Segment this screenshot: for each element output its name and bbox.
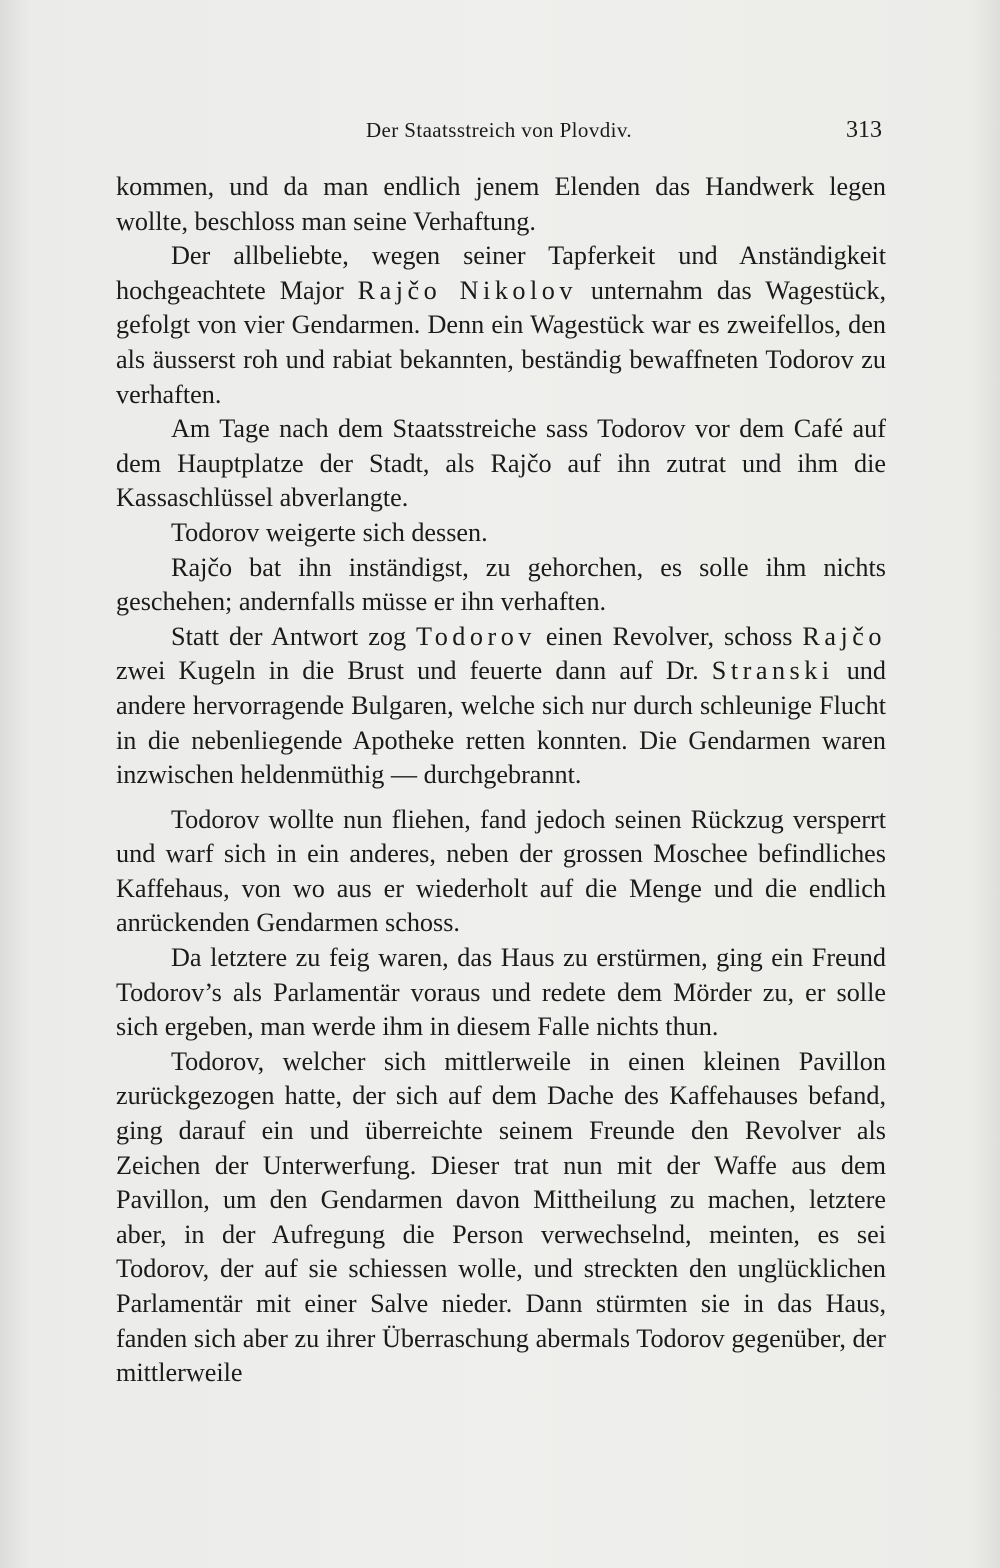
page-number: 313 (846, 117, 882, 143)
body-text (116, 170, 886, 1391)
paragraph-1: kommen, und da man endlich jenem Elenden das Handwerk legen wollte, beschloss man seine Verhaftung. (116, 172, 886, 236)
paragraph-6-text-mid-2: zwei Kugeln in die Brust und feuerte dann auf Dr. (116, 656, 712, 686)
paragraph-2 (116, 239, 886, 412)
paragraph-2-text-start: Der allbeliebte, wegen seiner Tapferkeit und Anständigkeit hochgeachtete Major (116, 241, 886, 305)
paragraph-6-text-mid-1: einen Revolver, schoss (535, 621, 803, 651)
paragraph-8: Da letztere zu feig waren, das Haus zu erstürmen, ging ein Freund Todorov’s als Parlamentär voraus und redete dem Mörder zu, er solle sich ergeben, man werde ihm in diesem Falle nichts thun. (116, 943, 886, 1042)
paragraph-6-text-end: und andere hervorragende Bulgaren, welche sich nur durch schleunige Flucht in die nebenliegende Apotheke retten konnten. Die Gendarmen waren inzwischen heldenmüthig — durchgebrannt. (116, 656, 886, 790)
paragraph-2-text-end: unternahm das Wagestück, gefolgt von vier Gendarmen. Denn ein Wagestück war es zweifellos, den als äusserst roh und rabiat bekannten, beständig bewaffneten Todorov zu verhaften. (116, 275, 886, 409)
paragraph-6 (116, 620, 886, 793)
running-title: Der Staatsstreich von Plovdiv. (365, 118, 633, 142)
paragraph-5: Rajčo bat ihn inständigst, zu gehorchen, es solle ihm nichts geschehen; andernfalls müsse er ihn verhaften. (116, 552, 886, 617)
spaced-name-rajco-nikolov: Rajčo Nikolov (357, 275, 577, 305)
spaced-name-todorov: Todorov (416, 621, 536, 651)
paragraph-4: Todorov weigerte sich dessen. (171, 517, 488, 547)
page-header (116, 116, 882, 150)
spaced-name-stranski: Stranski (711, 656, 834, 686)
paragraph-6-text-start: Statt der Antwort zog (171, 621, 417, 651)
paragraph-3: Am Tage nach dem Staatsstreiche sass Todorov vor dem Café auf dem Hauptplatze der Stadt, als Rajčo auf ihn zutrat und ihm die Kassaschlüssel abverlangte. (116, 414, 886, 513)
spaced-name-rajco: Rajčo (802, 621, 886, 651)
paragraph-7: Todorov wollte nun fliehen, fand jedoch seinen Rückzug versperrt und warf sich in ein anderes, neben der grossen Moschee befindliches Kaffehaus, von wo aus er wiederholt auf die Menge und die endlich anrückenden Gendarmen schoss. (116, 804, 886, 938)
paragraph-9: Todorov, welcher sich mittlerweile in einen kleinen Pavillon zurückgezogen hatte, der sich auf dem Dache des Kaffehauses befand, ging darauf ein und überreichte seinem Freunde den Revolver als Zeichen der Unterwerfung. Dieser trat nun mit der Waffe aus dem Pavillon, um den Gendarmen davon Mittheilung zu machen, letztere aber, in der Aufregung die Person verwechselnd, meinten, es sei Todorov, der auf sie schiessen wolle, und streckten den unglücklichen Parlamentär mit einer Salve nieder. Dann stürmten sie in das Haus, fanden sich aber zu ihrer Überraschung abermals Todorov gegenüber, der mittlerweile (116, 1046, 886, 1388)
